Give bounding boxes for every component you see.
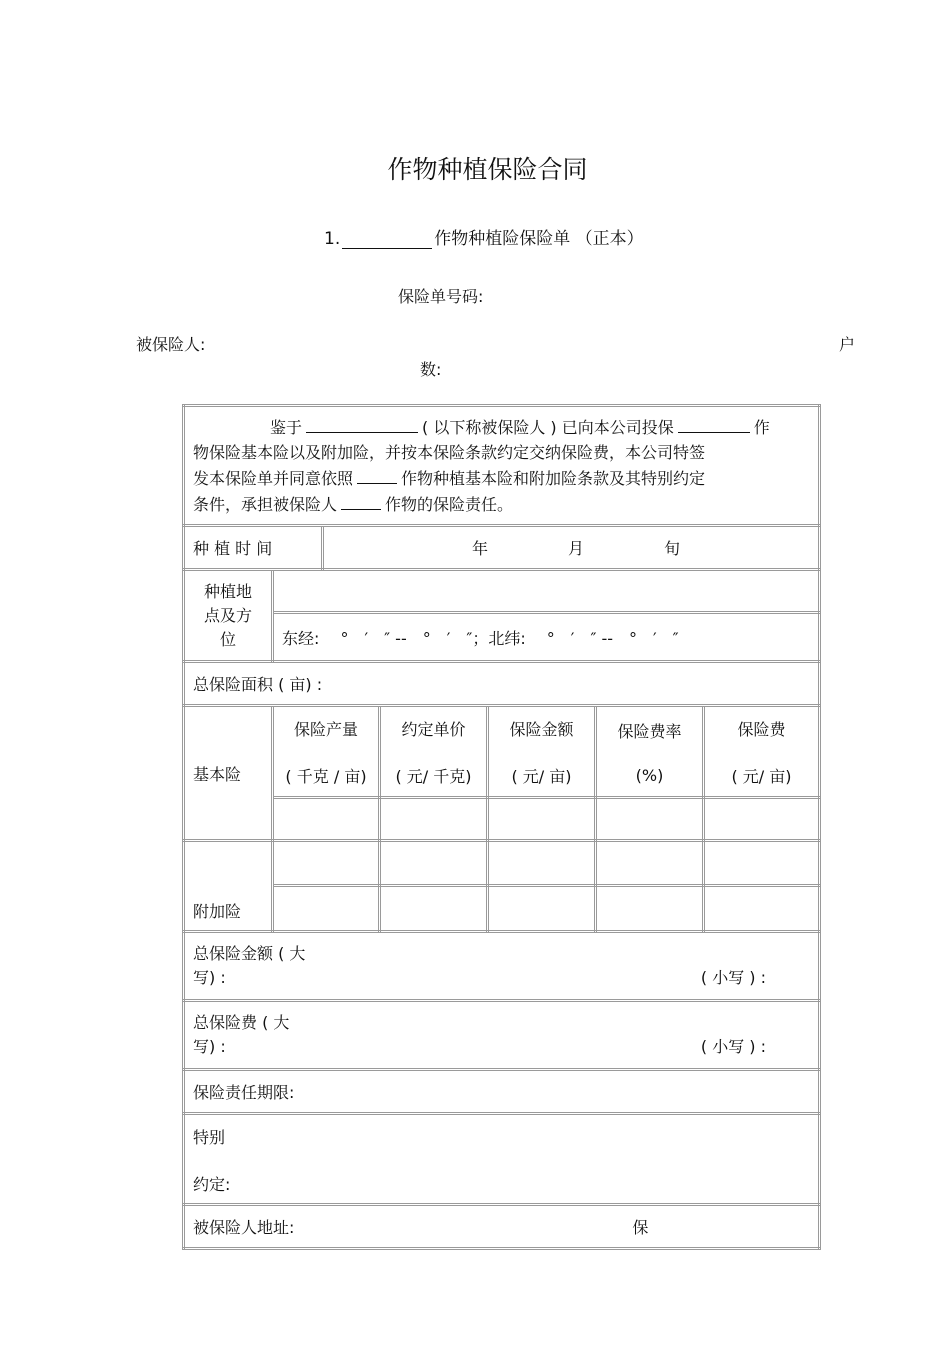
special-label: 特别 xyxy=(193,1128,226,1147)
basic-insurance-label: 基本险 xyxy=(184,706,273,841)
additional-cell[interactable] xyxy=(380,841,488,886)
period-cell[interactable]: 保险责任期限: xyxy=(184,1070,820,1114)
policy-number-label: 保险单号码: xyxy=(398,287,484,306)
column-name: 保险费 xyxy=(737,719,786,739)
basic-cell-premium[interactable] xyxy=(704,798,820,841)
column-header xyxy=(596,706,704,798)
intro-text: 作物种植基本险和附加险条款及其特别约定 xyxy=(401,469,706,488)
xun-label: 旬 xyxy=(664,539,681,558)
basic-cell-yield[interactable] xyxy=(273,798,380,841)
address-label: 被保险人地址: xyxy=(193,1218,295,1237)
planting-time-value[interactable] xyxy=(323,526,820,570)
address-cell[interactable] xyxy=(184,1205,820,1249)
location-label xyxy=(184,570,273,662)
policy-form-table xyxy=(182,404,821,1250)
policy-subtitle xyxy=(324,224,644,249)
column-header xyxy=(704,706,820,798)
total-amount-label: 总保险金额 ( 大 xyxy=(193,944,306,963)
basic-data-row xyxy=(184,798,820,841)
location-label-line: 种植地 xyxy=(203,581,252,601)
period-row xyxy=(184,1070,820,1114)
additional-cell[interactable] xyxy=(488,841,596,886)
subtitle-text: 作物种植险保险单 （正本） xyxy=(434,229,644,249)
total-premium-cell[interactable] xyxy=(184,1001,820,1070)
total-premium-small-label: ( 小写 ) : xyxy=(700,1037,767,1056)
subtitle-prefix: 1. xyxy=(324,229,341,249)
additional-cell[interactable] xyxy=(488,886,596,932)
address-row xyxy=(184,1205,820,1249)
location-row xyxy=(184,570,820,613)
additional-cell[interactable] xyxy=(273,841,380,886)
additional-cell[interactable] xyxy=(380,886,488,932)
households-label-part2: 数: xyxy=(420,360,442,379)
insured-blank[interactable] xyxy=(306,414,418,433)
planting-time-label: 种 植 时 间 xyxy=(184,526,323,570)
insured-crop-blank[interactable] xyxy=(341,491,381,510)
month-label: 月 xyxy=(568,539,585,558)
location-value[interactable] xyxy=(273,570,820,613)
column-unit: (%) xyxy=(635,765,664,785)
crop-blank[interactable] xyxy=(342,231,432,249)
total-amount-cell[interactable] xyxy=(184,932,820,1001)
intro-text: 条件，承担被保险人 xyxy=(193,495,338,514)
column-header xyxy=(380,706,488,798)
total-amount-row xyxy=(184,932,820,1001)
intro-text: 鉴于 xyxy=(270,418,303,437)
special-row xyxy=(184,1114,820,1205)
total-premium-row xyxy=(184,1001,820,1070)
intro-text: 作物的保险责任。 xyxy=(385,495,514,514)
additional-cell[interactable] xyxy=(596,841,704,886)
total-amount-small-label: ( 小写 ) : xyxy=(700,968,767,987)
column-unit: ( 元/ 亩) xyxy=(731,766,792,786)
additional-cell[interactable] xyxy=(273,886,380,932)
column-header xyxy=(273,706,380,798)
intro-row xyxy=(184,406,820,526)
column-unit: ( 元/ 千克) xyxy=(395,766,472,786)
document-title: 作物种植保险合同 xyxy=(387,155,588,184)
year-label: 年 xyxy=(472,539,489,558)
location-label-line: 点及方 xyxy=(203,605,252,625)
crop-type-blank[interactable] xyxy=(678,414,750,433)
total-amount-label: 写) : xyxy=(193,968,226,987)
basic-cell-rate[interactable] xyxy=(596,798,704,841)
additional-row xyxy=(184,841,820,886)
additional-cell[interactable] xyxy=(704,841,820,886)
additional-cell[interactable] xyxy=(596,886,704,932)
special-cell[interactable] xyxy=(184,1114,820,1205)
intro-text: ( 以下称被保险人 ) 已向本公司投保 xyxy=(422,418,674,437)
total-area-row xyxy=(184,662,820,706)
crop-clause-blank[interactable] xyxy=(357,465,397,484)
additional-insurance-label: 附加险 xyxy=(184,841,273,932)
planting-time-row xyxy=(184,526,820,570)
intro-text: 作 xyxy=(753,418,770,437)
additional-row xyxy=(184,886,820,932)
coordinates-cell[interactable]: 东经: ° ′ ″ -- ° ′ ″；北纬: ° ′ ″ -- ° ′ ″ xyxy=(273,613,820,662)
column-name: 保险费率 xyxy=(617,721,682,741)
insured-label: 被保险人: xyxy=(136,335,206,354)
intro-text: 物保险基本险以及附加险，并按本保险条款约定交纳保险费，本公司特签 xyxy=(193,443,706,462)
basic-cell-price[interactable] xyxy=(380,798,488,841)
column-name: 保险金额 xyxy=(509,719,574,739)
special-label: 约定: xyxy=(193,1175,231,1194)
total-premium-label: 写) : xyxy=(193,1037,226,1056)
column-name: 约定单价 xyxy=(401,719,466,739)
basic-header-row xyxy=(184,706,820,798)
coordinates-row xyxy=(184,613,820,662)
basic-cell-amount[interactable] xyxy=(488,798,596,841)
column-unit: ( 元/ 亩) xyxy=(511,766,572,786)
location-label-line: 位 xyxy=(219,629,236,649)
column-header xyxy=(488,706,596,798)
column-name: 保险产量 xyxy=(293,719,358,739)
intro-text: 发本保险单并同意依照 xyxy=(193,469,354,488)
total-premium-label: 总保险费 ( 大 xyxy=(193,1013,290,1032)
column-unit: ( 千克 / 亩) xyxy=(285,766,367,786)
additional-cell[interactable] xyxy=(704,886,820,932)
households-label-part1: 户 xyxy=(839,335,856,354)
intro-cell xyxy=(184,406,820,526)
total-area-cell[interactable]: 总保险面积 ( 亩) : xyxy=(184,662,820,706)
address-right-label: 保 xyxy=(632,1218,649,1237)
